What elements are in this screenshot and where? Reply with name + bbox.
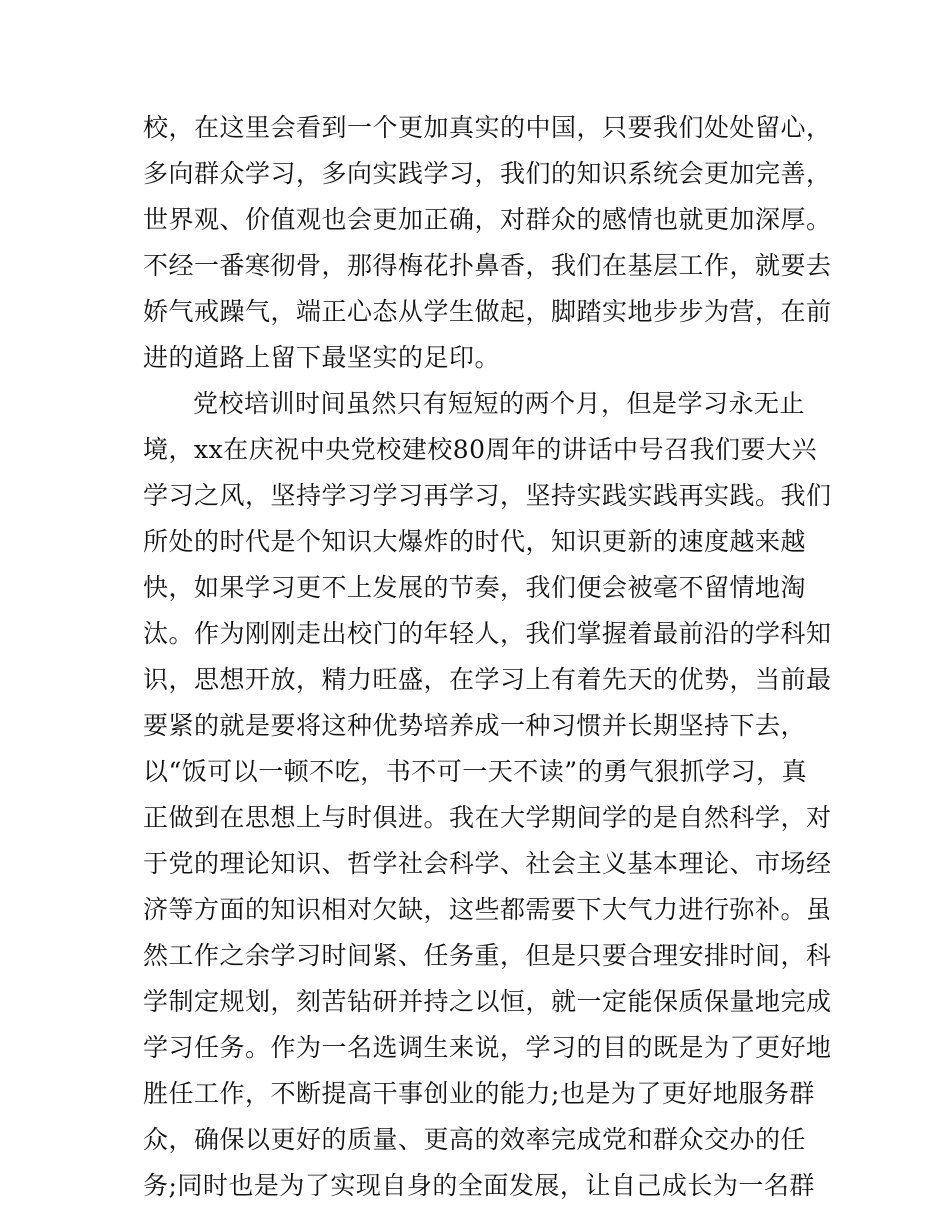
text-line: 正做到在思想上与时俱进。我在大学期间学的是自然科学，对 — [143, 803, 832, 832]
text-line: 济等方面的知识相对欠缺，这些都需要下大气力进行弥补。虽 — [143, 895, 832, 924]
text-line: 境，xx在庆祝中央党校建校80周年的讲话中号召我们要大兴 — [143, 435, 818, 464]
text-line: 胜任工作，不断提高干事创业的能力;也是为了更好地服务群 — [143, 1079, 815, 1108]
text-line: 学习任务。作为一名选调生来说，学习的目的既是为了更好地 — [143, 1033, 832, 1062]
text-line: 务;同时也是为了实现自身的全面发展，让自己成长为一名群 — [143, 1171, 815, 1200]
text-line: 世界观、价值观也会更加正确，对群众的感情也就更加深厚。 — [143, 205, 832, 234]
text-line: 识，思想开放，精力旺盛，在学习上有着先天的优势，当前最 — [143, 665, 832, 694]
text-line: 所处的时代是个知识大爆炸的时代，知识更新的速度越来越 — [143, 527, 807, 556]
document-body — [143, 105, 832, 1209]
text-line: 娇气戒躁气，端正心态从学生做起，脚踏实地步步为营，在前 — [143, 297, 832, 326]
text-line: 以“饭可以一顿不吃，书不可一天不读”的勇气狠抓学习，真 — [143, 757, 808, 786]
text-line: 于党的理论知识、哲学社会科学、社会主义基本理论、市场经 — [143, 849, 832, 878]
text-line: 然工作之余学习时间紧、任务重，但是只要合理安排时间，科 — [143, 941, 832, 970]
text-line: 学习之风，坚持学习学习再学习，坚持实践实践再实践。我们 — [143, 481, 832, 510]
text-line: 众，确保以更好的质量、更高的效率完成党和群众交办的任 — [143, 1125, 807, 1154]
text-line: 要紧的就是要将这种优势培养成一种习惯并长期坚持下去， — [143, 711, 807, 740]
text-line: 多向群众学习，多向实践学习，我们的知识系统会更加完善， — [143, 159, 832, 188]
paragraph-first-line: 党校培训时间虽然只有短短的两个月，但是学习永无止 — [193, 389, 806, 418]
text-line: 快，如果学习更不上发展的节奏，我们便会被毫不留情地淘 — [143, 573, 807, 602]
text-line: 进的道路上留下最坚实的足印。 — [143, 343, 501, 372]
text-line: 不经一番寒彻骨，那得梅花扑鼻香，我们在基层工作，就要去 — [143, 251, 832, 280]
text-line: 汰。作为刚刚走出校门的年轻人，我们掌握着最前沿的学科知 — [143, 619, 832, 648]
text-line: 学制定规划，刻苦钻研并持之以恒，就一定能保质保量地完成 — [143, 987, 832, 1016]
text-line: 校，在这里会看到一个更加真实的中国，只要我们处处留心， — [143, 113, 832, 142]
